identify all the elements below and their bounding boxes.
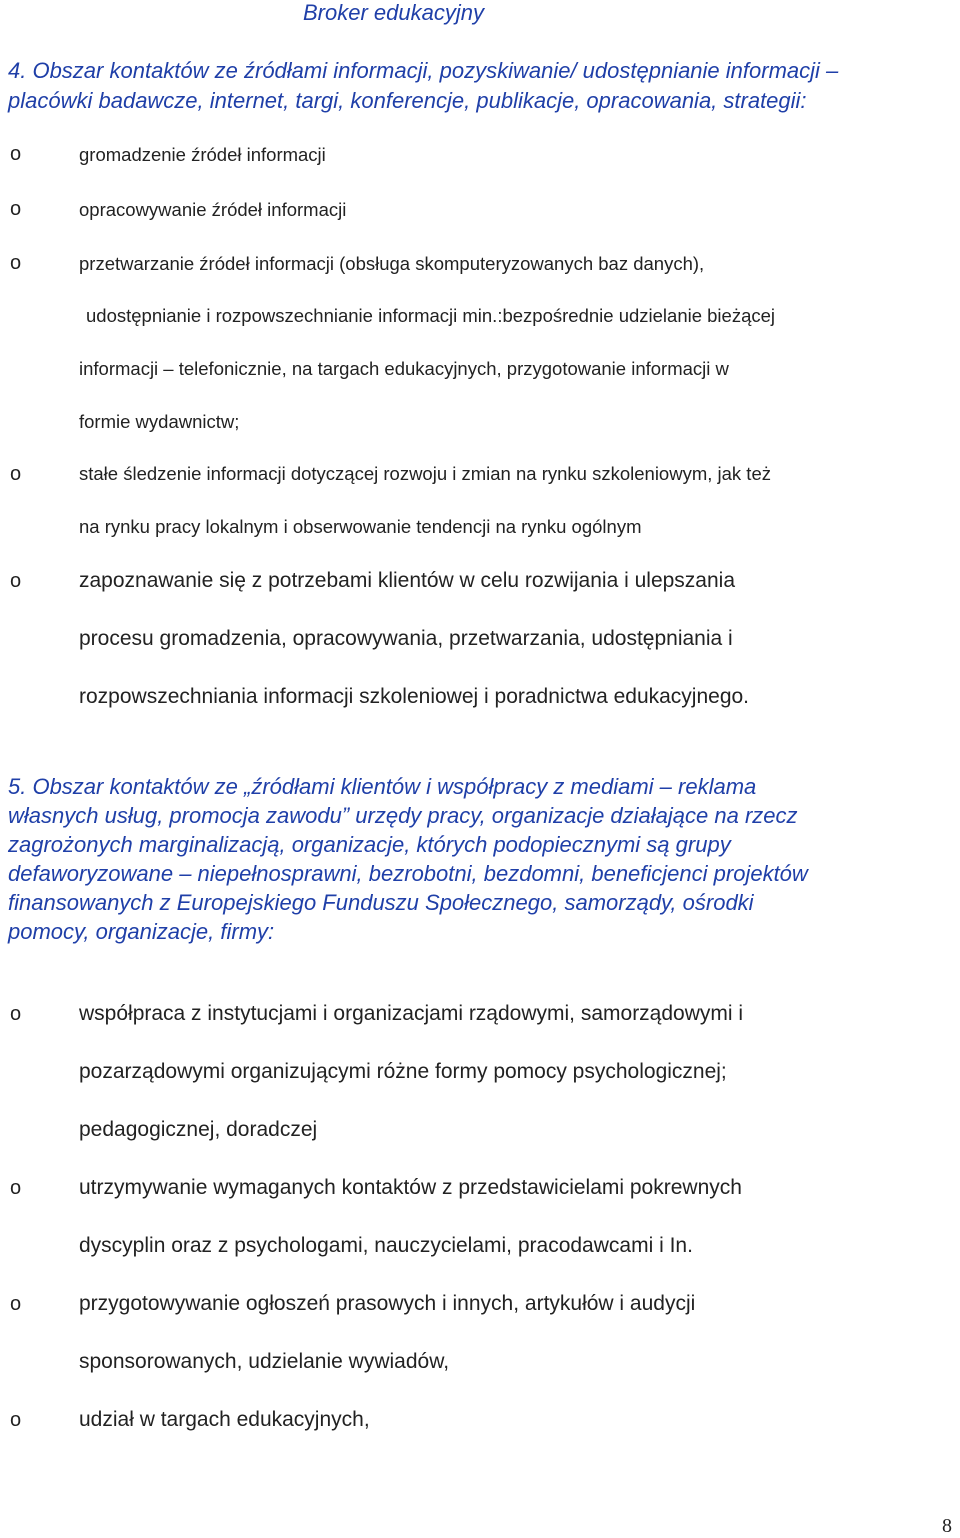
list-item-text: formie wydawnictw; (79, 411, 240, 432)
list-item-text: przygotowywanie ogłoszeń prasowych i innych, artykułów i audycji (79, 1292, 696, 1315)
section-5-heading-line: defaworyzowane – niepełnosprawni, bezrobotni, bezdomni, beneficjenci projektów (8, 861, 808, 886)
bullet-marker: o (10, 1409, 22, 1431)
section-5-heading-line: 5. Obszar kontaktów ze „źródłami klientów i współpracy z mediami – reklama (8, 774, 757, 799)
section-4-heading-line: placówki badawcze, internet, targi, konferencje, publikacje, opracowania, strategii: (8, 88, 807, 113)
list-item-text: udział w targach edukacyjnych, (79, 1408, 370, 1431)
list-item-text: procesu gromadzenia, opracowywania, przetwarzania, udostępniania i (79, 627, 733, 650)
list-item-text: udostępnianie i rozpowszechnianie informacji min.:bezpośrednie udzielanie bieżącej (86, 305, 776, 326)
list-item-text: sponsorowanych, udzielanie wywiadów, (79, 1350, 450, 1373)
bullet-marker: o (10, 198, 22, 220)
list-item-text: pozarządowymi organizującymi różne formy pomocy psychologicznej; (79, 1060, 727, 1083)
list-item-text: opracowywanie źródeł informacji (79, 199, 347, 220)
bullet-marker: o (10, 1293, 22, 1315)
list-item-text: rozpowszechniania informacji szkoleniowej i poradnictwa edukacyjnego. (79, 685, 750, 708)
list-item-text: zapoznawanie się z potrzebami klientów w celu rozwijania i ulepszania (79, 569, 736, 592)
list-item-text: na rynku pracy lokalnym i obserwowanie tendencji na rynku ogólnym (79, 516, 642, 537)
document-header-title: Broker edukacyjny (303, 0, 484, 25)
list-item-text: dyscyplin oraz z psychologami, nauczycielami, pracodawcami i In. (79, 1234, 693, 1257)
list-item-text: współpraca z instytucjami i organizacjami rządowymi, samorządowymi i (79, 1002, 744, 1025)
list-item-text: utrzymywanie wymaganych kontaktów z przedstawicielami pokrewnych (79, 1176, 742, 1199)
list-item-text: informacji – telefonicznie, na targach edukacyjnych, przygotowanie informacji w (79, 358, 729, 379)
bullet-marker: o (10, 570, 22, 592)
bullet-marker: o (10, 1003, 22, 1025)
list-item-text: stałe śledzenie informacji dotyczącej rozwoju i zmian na rynku szkoleniowym, jak też (79, 463, 771, 484)
section-5-heading-line: własnych usług, promocja zawodu” urzędy pracy, organizacje działające na rzecz (8, 803, 798, 828)
bullet-marker: o (10, 463, 22, 485)
bullet-marker: o (10, 143, 22, 165)
section-5-heading-line: finansowanych z Europejskiego Funduszu Społecznego, samorządy, ośrodki (8, 890, 754, 915)
list-item-text: gromadzenie źródeł informacji (79, 144, 326, 165)
bullet-marker: o (10, 1177, 22, 1199)
section-5-heading-line: pomocy, organizacje, firmy: (8, 919, 275, 944)
page-number: 8 (942, 1515, 952, 1537)
section-4-heading-line: 4. Obszar kontaktów ze źródłami informacji, pozyskiwanie/ udostępnianie informacji – (8, 58, 839, 83)
list-item-text: pedagogicznej, doradczej (79, 1118, 318, 1141)
list-item-text: przetwarzanie źródeł informacji (obsługa skomputeryzowanych baz danych), (79, 253, 705, 274)
bullet-marker: o (10, 252, 22, 274)
section-5-heading-line: zagrożonych marginalizacją, organizacje, których podopiecznymi są grupy (8, 832, 731, 857)
